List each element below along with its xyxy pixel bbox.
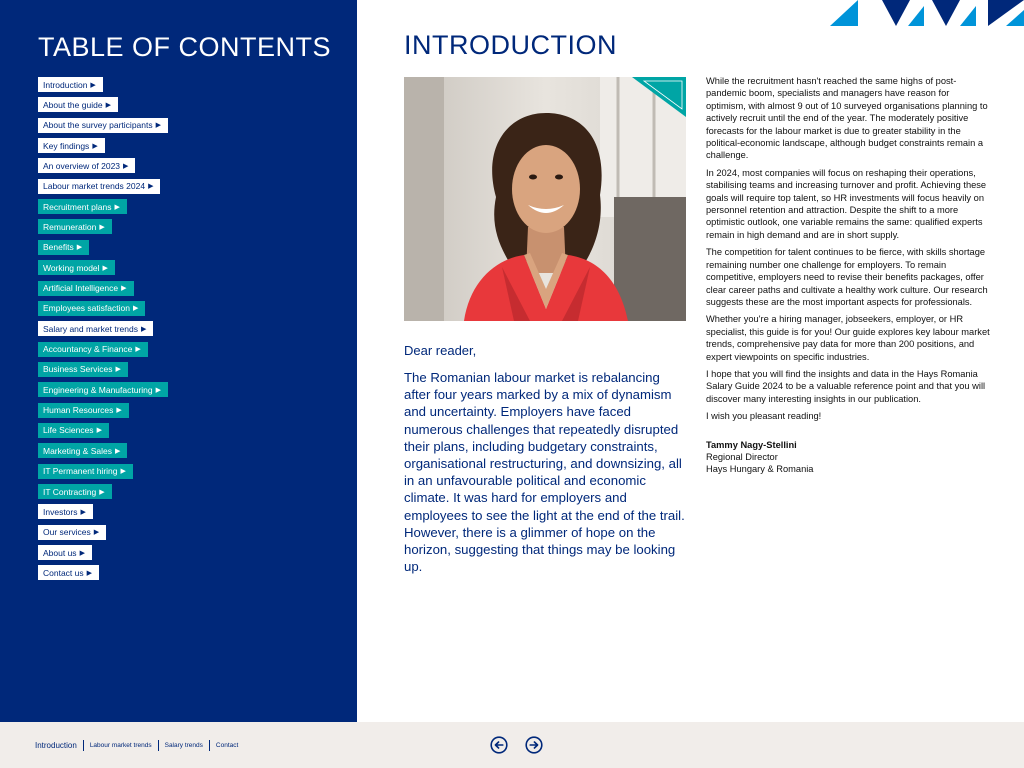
footer-divider <box>83 740 84 751</box>
toc-item-label: Introduction <box>43 79 88 90</box>
toc-item-label: Key findings <box>43 140 90 151</box>
caret-right-icon: ▶ <box>96 427 102 435</box>
toc-item-investors[interactable] <box>38 504 93 519</box>
body-paragraph: Whether you're a hiring manager, jobseekers, employer, or HR specialist, this guide is for you! Our guide explores key labour market trends, comprehensive pay data for more than 200 positions, and expert viewpoints on specific industries. <box>706 314 990 362</box>
toc-item-introduction[interactable] <box>38 77 103 92</box>
caret-right-icon: ▶ <box>121 285 127 292</box>
toc-item-working-model[interactable] <box>38 260 115 275</box>
toc-item-label: Contact us <box>43 567 84 578</box>
toc-item-labour-market-trends-2024[interactable] <box>38 179 160 194</box>
footer-bar <box>0 722 1024 768</box>
toc-item-label: An overview of 2023 <box>43 160 121 171</box>
caret-right-icon: ▶ <box>148 183 154 191</box>
caret-right-icon: ▶ <box>80 508 86 516</box>
toc-item-engineering-and-manufacturing[interactable] <box>38 382 168 397</box>
signature-org: Hays Hungary & Romania <box>706 464 814 475</box>
caret-right-icon: ▶ <box>123 162 129 170</box>
decorative-triangles <box>828 0 1024 28</box>
caret-right-icon: ▶ <box>86 569 93 577</box>
page-title: INTRODUCTION <box>404 30 617 60</box>
portrait-photo <box>404 77 686 321</box>
caret-right-icon: ▶ <box>135 346 141 354</box>
toc-item-contact-us[interactable] <box>38 565 99 580</box>
toc-item-label: IT Contracting <box>43 486 97 497</box>
toc-item-an-overview-of-2023[interactable] <box>38 158 135 173</box>
lead-paragraph: The Romanian labour market is rebalancing after four years marked by a mix of dynamism and uncertainty. Employers have faced numerous challenges that repeatedly disrupted their plans, including budgetary constraints, organisational restructuring, and downsizing, all in an unfavourable political and economic climate. It was hard for employers and employees to see the light at the end of the trail. However, there is a glimmer of hope on the horizon, suggesting that things may be looking up. <box>404 370 685 575</box>
body-paragraph: I hope that you will find the insights and data in the Hays Romania Salary Guide 2024 to be a valuable reference point and that you will discover many interesting insights in our publication. <box>706 368 986 404</box>
circle-arrow-right-icon[interactable] <box>525 736 543 754</box>
toc-item-label: Labour market trends 2024 <box>43 181 146 192</box>
signature-block <box>706 439 990 476</box>
toc-item-employees-satisfaction[interactable] <box>38 301 145 316</box>
toc-item-about-the-guide[interactable] <box>38 97 118 112</box>
toc-item-label: Investors <box>43 506 78 517</box>
table-of-contents-sidebar <box>0 0 357 722</box>
toc-item-it-contracting[interactable] <box>38 484 112 499</box>
caret-right-icon: ▶ <box>76 244 83 252</box>
toc-item-label: Recruitment plans <box>43 201 112 212</box>
footer-nav <box>35 722 238 768</box>
footer-link-introduction[interactable]: Introduction <box>35 740 77 750</box>
caret-right-icon: ▶ <box>116 407 122 415</box>
greeting: Dear reader, <box>404 343 477 358</box>
toc-item-label: Artificial Intelligence <box>43 283 119 293</box>
circle-arrow-left-icon[interactable] <box>490 736 508 754</box>
toc-item-label: About the survey participants <box>43 120 153 131</box>
toc-item-artificial-intelligence[interactable] <box>38 281 134 296</box>
body-paragraph: I wish you pleasant reading! <box>706 411 822 422</box>
caret-right-icon: ▶ <box>92 142 98 150</box>
body-paragraph: In 2024, most companies will focus on reshaping their operations, stabilising teams and increasing turnover and profit. Achieving these goals will require top talent, so HR investments will focus heavily on personnel retention and attraction. Despite the shift to a more optimistic outlook, one variable remains the same: qualified experts remain in high demand and are in short supply. <box>706 167 987 240</box>
caret-right-icon: ▶ <box>102 264 108 272</box>
toc-item-label: Engineering & Manufacturing <box>43 384 153 395</box>
toc-item-label: Benefits <box>43 242 74 253</box>
caret-right-icon: ▶ <box>155 122 162 130</box>
caret-right-icon: ▶ <box>115 366 121 374</box>
caret-right-icon: ▶ <box>99 223 105 231</box>
caret-right-icon: ▶ <box>99 488 105 496</box>
body-paragraph: The competition for talent continues to be fierce, with skills shortage remaining number one challenge for employers. To remain competitive, employers need to revise their benefits packages, offer clear career paths and cultivate a healthy work culture. Our research suggests these are the most important aspects for professionals. <box>706 247 988 307</box>
toc-item-label: Our services <box>43 527 91 538</box>
toc-item-recruitment-plans[interactable] <box>38 199 127 214</box>
toc-item-life-sciences[interactable] <box>38 423 109 438</box>
footer-divider <box>209 740 210 751</box>
caret-right-icon: ▶ <box>155 386 162 394</box>
caret-right-icon: ▶ <box>140 325 147 333</box>
caret-right-icon: ▶ <box>132 305 139 313</box>
toc-item-label: Life Sciences <box>43 425 94 436</box>
toc-item-label: Accountancy & Finance <box>43 344 133 355</box>
toc-item-accountancy-and-finance[interactable] <box>38 342 148 357</box>
body-paragraph: While the recruitment hasn't reached the same highs of post-pandemic boom, specialists and managers have reason for optimism, with almost 9 out of 10 surveyed organisations planning to actively recruit until the end of the year. The moderately positive forecasts for the labour market is due to greater stability in the political-economic landscape, although budget constraints remain a challenge. <box>706 76 988 161</box>
signature-name: Tammy Nagy-Stellini <box>706 439 797 450</box>
caret-right-icon: ▶ <box>90 81 96 89</box>
toc-item-label: Human Resources <box>43 405 114 416</box>
toc-item-salary-and-market-trends[interactable] <box>38 321 153 336</box>
caret-right-icon: ▶ <box>114 447 121 455</box>
toc-item-our-services[interactable] <box>38 525 106 540</box>
toc-title: TABLE OF CONTENTS <box>38 32 332 62</box>
toc-item-human-resources[interactable] <box>38 403 129 418</box>
toc-item-remuneration[interactable] <box>38 219 112 234</box>
toc-item-label: IT Permanent hiring <box>43 466 118 477</box>
body-column <box>706 75 990 476</box>
toc-item-it-permanent-hiring[interactable] <box>38 464 133 479</box>
toc-item-key-findings[interactable] <box>38 138 105 153</box>
toc-item-about-the-survey-participants[interactable] <box>38 118 168 133</box>
toc-item-about-us[interactable] <box>38 545 92 560</box>
caret-right-icon: ▶ <box>93 529 100 537</box>
toc-item-business-services[interactable] <box>38 362 128 377</box>
footer-link-labour-market-trends[interactable]: Labour market trends <box>89 741 152 749</box>
toc-item-label: Business Services <box>43 364 113 375</box>
toc-item-label: Salary and market trends <box>43 323 138 334</box>
caret-right-icon: ▶ <box>79 549 85 557</box>
caret-right-icon: ▶ <box>105 101 111 109</box>
toc-item-marketing-and-sales[interactable] <box>38 443 127 458</box>
toc-item-label: About the guide <box>43 99 103 110</box>
caret-right-icon: ▶ <box>120 468 126 476</box>
footer-divider <box>158 740 159 751</box>
footer-link-contact[interactable]: Contact <box>215 741 239 749</box>
toc-item-label: About us <box>43 547 77 558</box>
signature-role: Regional Director <box>706 451 778 462</box>
caret-right-icon: ▶ <box>114 203 120 211</box>
toc-item-label: Employees satisfaction <box>43 303 130 314</box>
toc-item-label: Remuneration <box>43 221 97 232</box>
footer-link-salary-trends[interactable]: Salary trends <box>164 741 203 749</box>
toc-item-label: Marketing & Sales <box>43 445 112 456</box>
toc-item-benefits[interactable] <box>38 240 89 255</box>
toc-item-label: Working model <box>43 262 100 273</box>
